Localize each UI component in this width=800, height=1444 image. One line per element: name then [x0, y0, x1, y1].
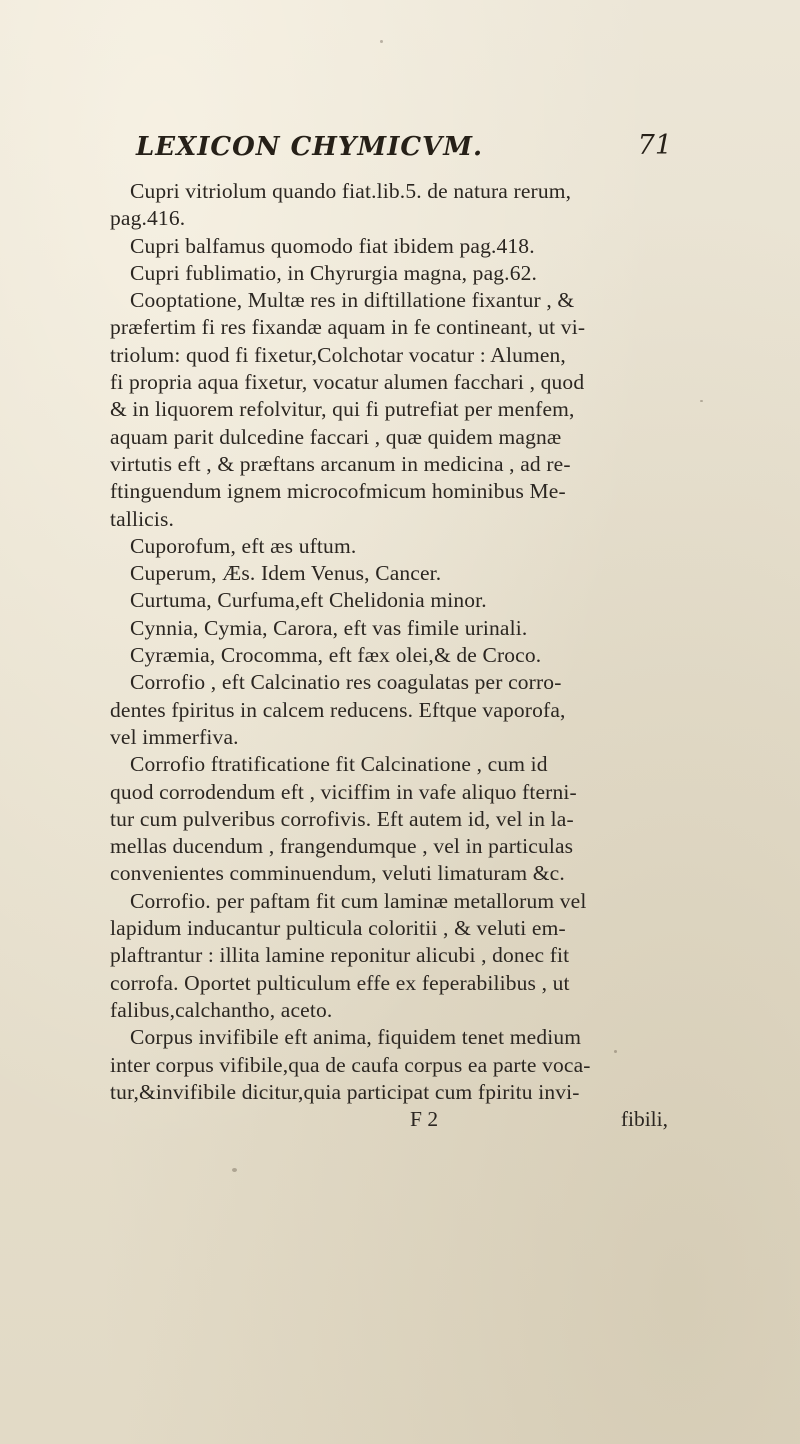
- text-line: falibus,calchantho, aceto.: [110, 997, 333, 1022]
- signature-mark: F 2: [410, 1107, 439, 1132]
- text-line: virtutis eft , & præftans arcanum in medicina , ad re-: [110, 451, 571, 476]
- text-line: Cuporofum, eft æs uftum.: [130, 533, 357, 558]
- text-line: Cupri vitriolum quando fiat.lib.5. de natura rerum,: [130, 179, 572, 203]
- text-line: Cupri fublimatio, in Chyrurgia magna, pag.62.: [130, 260, 538, 285]
- paper-speck: [232, 1168, 237, 1172]
- page-footer: [110, 1106, 668, 1134]
- text-line: inter corpus vifibile,qua de caufa corpus ea parte voca-: [110, 1052, 591, 1077]
- page-header: [110, 126, 672, 178]
- running-head: LEXICON CHYMICVM.: [136, 132, 484, 162]
- text-line: tur cum pulveribus corrofivis. Eft autem id, vel in la-: [110, 806, 574, 831]
- text-line: triolum: quod fi fixetur,Colchotar vocatur : Alumen,: [110, 342, 566, 367]
- text-line: Cuperum, Æs. Idem Venus, Cancer.: [130, 561, 442, 586]
- paper-speck: [380, 40, 383, 43]
- text-line: præfertim fi res fixandæ aquam in fe contineant, ut vi-: [110, 315, 586, 340]
- page-number: 71: [637, 130, 672, 161]
- text-line: Corrofio. per paftam fit cum laminæ metallorum vel: [130, 888, 587, 913]
- text-line: dentes fpiritus in calcem reducens. Eftque vaporofa,: [110, 697, 566, 722]
- text-line: Cyræmia, Crocomma, eft fæx olei,& de Croco.: [130, 643, 542, 668]
- text-line: lapidum inducantur pulticula coloritii , & veluti em-: [110, 916, 566, 941]
- text-line: pag.416.: [110, 206, 186, 231]
- body-text: [110, 178, 658, 1106]
- text-line: Cynnia, Cymia, Carora, eft vas fimile urinali.: [130, 615, 528, 640]
- text-line: tur,&invifibile dicitur,quia participat cum fpiritu invi-: [110, 1079, 580, 1104]
- text-line: Cupri balfamus quomodo fiat ibidem pag.418.: [130, 233, 535, 258]
- text-line: convenientes comminuendum, veluti limaturam &c.: [110, 861, 565, 886]
- text-line: vel immerfiva.: [110, 724, 239, 749]
- text-line: plaftrantur : illita lamine reponitur alicubi , donec fit: [110, 943, 570, 968]
- text-line: Corpus invifibile eft anima, fiquidem tenet medium: [130, 1025, 582, 1050]
- text-line: ftinguendum ignem microcofmicum hominibus Me-: [110, 479, 566, 504]
- text-line: aquam parit dulcedine faccari , quæ quidem magnæ: [110, 424, 562, 449]
- text-line: Corrofio , eft Calcinatio res coagulatas per corro-: [130, 670, 562, 695]
- catchword: fibili,: [620, 1107, 668, 1132]
- text-line: & in liquorem refolvitur, qui fi putrefiat per menfem,: [110, 397, 575, 422]
- text-line: fi propria aqua fixetur, vocatur alumen facchari , quod: [110, 370, 585, 395]
- text-line: mellas ducendum , frangendumque , vel in particulas: [110, 834, 574, 859]
- text-line: Cooptatione, Multæ res in diftillatione fixantur , &: [130, 288, 575, 313]
- text-line: Curtuma, Curfuma,eft Chelidonia minor.: [130, 588, 487, 613]
- text-line: quod corrodendum eft , viciffim in vafe aliquo fterni-: [110, 779, 577, 804]
- text-line: Corrofio ftratificatione fit Calcinatione , cum id: [130, 752, 548, 777]
- text-line: corrofa. Oportet pulticulum effe ex feperabilibus , ut: [110, 970, 570, 995]
- text-block: [110, 126, 672, 1134]
- text-line: tallicis.: [110, 506, 175, 531]
- paper-speck: [700, 400, 703, 402]
